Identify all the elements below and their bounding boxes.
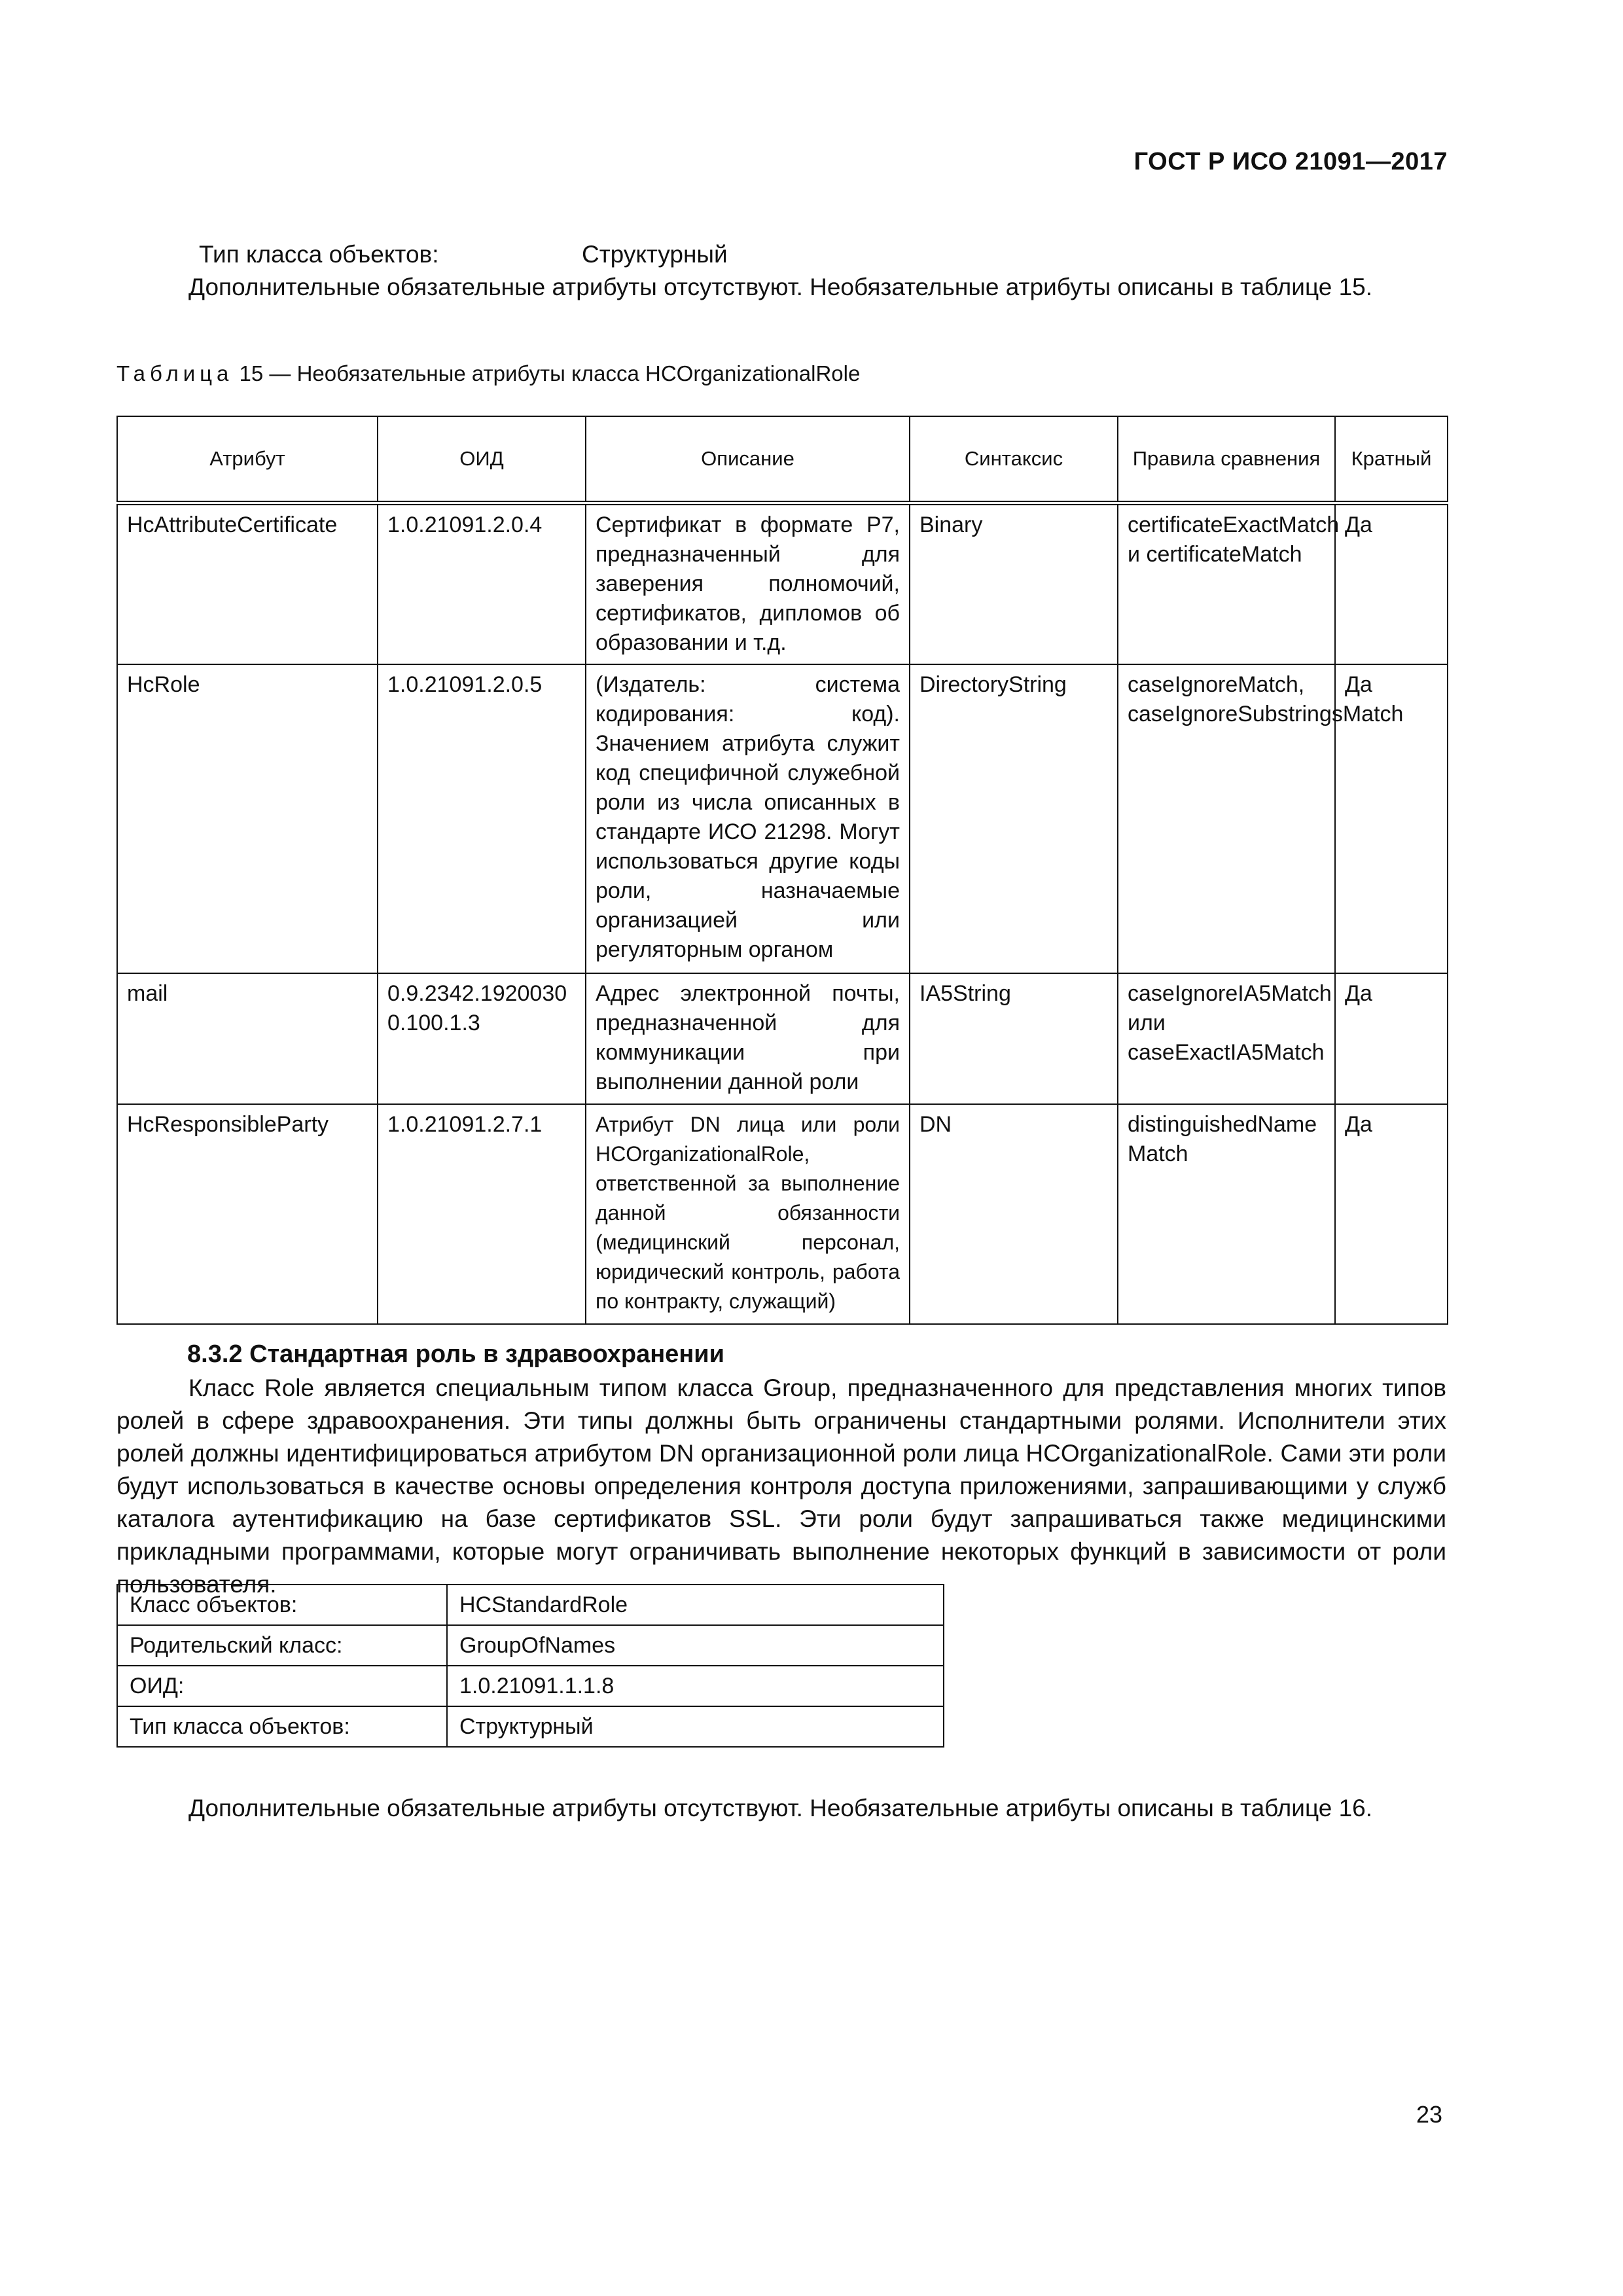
table15-caption [116,361,860,386]
cell-attribute: HcRole [117,664,378,973]
cell-description: (Издатель: система кодирования: код). Значением атрибута служит код специфичной служебной роли из числа описанных в стандарте ИСО 21298. Могут использоваться другие коды роли, назначаемые организацией или регуляторным органом [586,664,910,973]
cell-multiple: Да [1335,503,1448,664]
cell-syntax: DN [910,1104,1118,1324]
object-class-value: HCStandardRole [447,1585,944,1625]
cell-multiple: Да [1335,664,1448,973]
object-class-type-label: Тип класса объектов: [199,241,439,268]
cell-syntax: IA5String [910,973,1118,1104]
cell-oid: 1.0.21091.2.0.5 [378,664,586,973]
object-class-type-value: Структурный [582,241,728,268]
column-header-attribute: Атрибут [117,416,378,503]
cell-oid: 1.0.21091.2.7.1 [378,1104,586,1324]
cell-matching-rules: certificateExactMatch и certificateMatch [1118,503,1335,664]
cell-description: Адрес электронной почты, предназначенной для коммуникации при выполнении данной роли [586,973,910,1104]
table-row [117,1625,944,1666]
table15-header-row [117,416,1448,503]
parent-class-label: Родительский класс: [117,1625,447,1666]
table-row [117,1666,944,1706]
section-paragraph: Класс Role является специальным типом класса Group, предназначенного для представления многих типов ролей в сфере здравоохранения. Эти типы должны быть ограничены стандартными ролями. Исполнители этих ролей должны идентифицироваться атрибутом DN организационной роли лица HCOrganizationalRole. Сами эти роли будут использоваться в качестве основы определения контроля доступа приложениями, запрашивающими у служб каталога аутентификацию на базе сертификатов SSL. Эти роли будут запрашиваться также медицинскими прикладными программами, которые могут ограничивать выполнение некоторых функций в зависимости от роли пользователя. [116,1374,1446,1598]
table-row [117,503,1448,664]
closing-paragraph: Дополнительные обязательные атрибуты отсутствуют. Необязательные атрибуты описаны в таблице 16. [188,1795,1373,1821]
standard-header: ГОСТ Р ИСО 21091—2017 [1133,148,1448,175]
table-row [117,1706,944,1747]
cell-multiple: Да [1335,973,1448,1104]
cell-description: Сертификат в формате P7, предназначенный для заверения полномочий, сертификатов, дипломов об образовании и т.д. [586,503,910,664]
object-class-type-label: Тип класса объектов: [117,1706,447,1747]
object-class-table [116,1584,944,1748]
oid-value: 1.0.21091.1.1.8 [447,1666,944,1706]
column-header-oid: ОИД [378,416,586,503]
cell-oid: 1.0.21091.2.0.4 [378,503,586,664]
cell-matching-rules: caseIgnoreIA5Match или caseExactIA5Match [1118,973,1335,1104]
cell-description: Атрибут DN лица или роли HCOrganizationalRole, ответственной за выполнение данной обязанности (медицинский персонал, юридический контроль, работа по контракту, служащий) [586,1104,910,1324]
parent-class-value: GroupOfNames [447,1625,944,1666]
table-row [117,1585,944,1625]
intro-paragraph: Дополнительные обязательные атрибуты отсутствуют. Необязательные атрибуты описаны в таблице 15. [188,274,1373,300]
section-title: 8.3.2 Стандартная роль в здравоохранении [187,1340,724,1368]
table-row [117,973,1448,1104]
object-class-type-value: Структурный [447,1706,944,1747]
column-header-description: Описание [586,416,910,503]
table15-caption-text: 15 — Необязательные атрибуты класса HCOrganizationalRole [233,361,861,386]
cell-multiple: Да [1335,1104,1448,1324]
table15 [116,416,1448,1325]
cell-syntax: DirectoryString [910,664,1118,973]
cell-matching-rules: distinguishedNameMatch [1118,1104,1335,1324]
cell-matching-rules: caseIgnoreMatch, caseIgnoreSubstringsMatch [1118,664,1335,973]
column-header-syntax: Синтаксис [910,416,1118,503]
cell-attribute: HcAttributeCertificate [117,503,378,664]
cell-attribute: mail [117,973,378,1104]
object-class-label: Класс объектов: [117,1585,447,1625]
oid-label: ОИД: [117,1666,447,1706]
cell-attribute: HcResponsibleParty [117,1104,378,1324]
table15-caption-word: Таблица [116,361,234,386]
column-header-matching-rules: Правила сравнения [1118,416,1335,503]
table-row [117,1104,1448,1324]
page-number: 23 [1416,2101,1443,2128]
cell-syntax: Binary [910,503,1118,664]
table-row [117,664,1448,973]
cell-oid: 0.9.2342.19200300.100.1.3 [378,973,586,1104]
column-header-multiple: Кратный [1335,416,1448,503]
